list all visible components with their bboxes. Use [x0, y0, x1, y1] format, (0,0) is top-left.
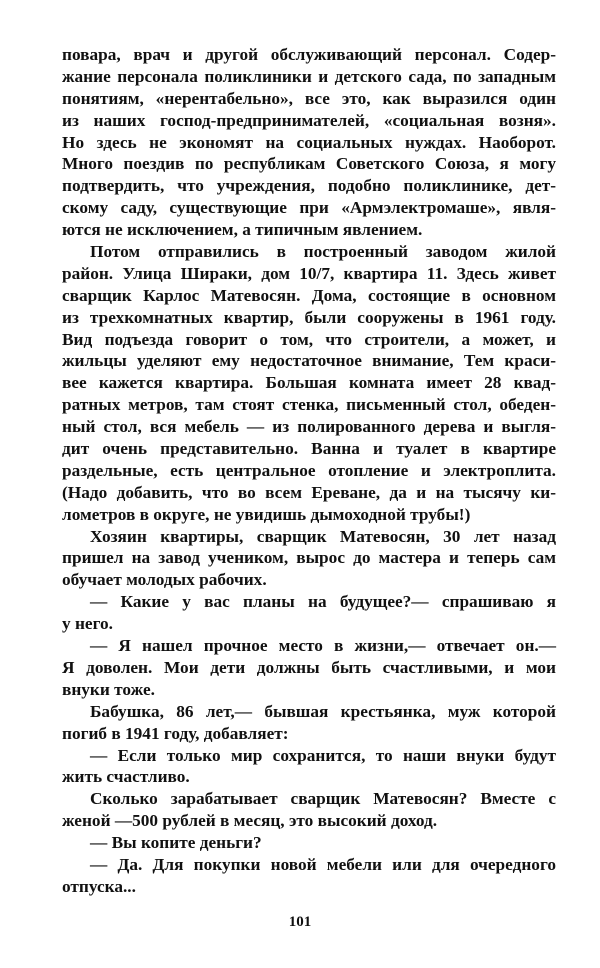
text-line: повара, врач и другой обслуживающий персонал. Содер- [62, 45, 556, 64]
text-line: ются не исключением, а типичным явлением. [62, 220, 423, 240]
text-line: — Если только мир сохранится, то наши внуки будут [90, 745, 556, 765]
text-line: отпуска... [62, 876, 136, 896]
text-line: скому саду, существующие при «Армэлектромаше», явля- [62, 198, 556, 218]
text-line: лометров в округе, не увидишь дымоходной трубы!) [62, 504, 471, 524]
page-body-text [62, 44, 556, 898]
text-line: обучает молодых рабочих. [62, 570, 267, 590]
text-line: (Надо добавить, что во всем Ереване, да и на тысячу ки- [62, 482, 556, 502]
page-number: 101 [288, 914, 312, 930]
text-line: у него. [62, 614, 113, 634]
text-line: — Какие у вас планы на будущее?— спрашиваю я [90, 592, 556, 612]
text-line: Бабушка, 86 лет,— бывшая крестьянка, муж которой [90, 701, 556, 721]
text-line: Но здесь не экономят на социальных нуждах. Наоборот. [62, 132, 556, 152]
text-line: пришел на завод учеником, вырос до мастера и теперь сам [62, 548, 556, 568]
text-line: ратных метров, там стоят стенка, письменный стол, обеден- [62, 395, 556, 415]
text-line: погиб в 1941 году, добавляет: [62, 723, 289, 743]
text-line: Вид подъезда говорит о том, что строители, а может, и [62, 329, 556, 349]
text-line: сварщик Карлос Матевосян. Дома, состоящие в основном [62, 285, 556, 305]
text-line: — Да. Для покупки новой мебели или для очередного [90, 854, 556, 874]
text-line: Много поездив по республикам Советского Союза, я могу [62, 154, 556, 174]
text-line: ный стол, вся мебель — из полированного дерева и выгля- [62, 417, 556, 437]
text-line: жильцы уделяют ему недостаточное внимание, Тем краси- [62, 351, 556, 371]
text-line: Я доволен. Мои дети должны быть счастливыми, и мои [62, 657, 556, 677]
text-line: Сколько зарабатывает сварщик Матевосян? Вместе с [90, 789, 556, 809]
text-line: понятиям, «нерентабельно», все это, как выразился один [62, 88, 556, 108]
text-line: дит очень представительно. Ванна и туалет в квартире [62, 439, 556, 459]
text-line: подтвердить, что учреждения, подобно поликлинике, дет- [62, 176, 556, 196]
text-line: жить счастливо. [62, 767, 190, 787]
text-line: раздельные, есть центральное отопление и электроплита. [62, 460, 556, 480]
text-line: жание персонала поликлиники и детского сада, по западным [62, 66, 556, 86]
text-line: из наших господ-предпринимателей, «социальная возня». [62, 110, 556, 130]
text-line: из трехкомнатных квартир, были сооружены в 1961 году. [62, 307, 556, 327]
text-line: женой —500 рублей в месяц, это высокий доход. [62, 811, 438, 831]
text-line: район. Улица Шираки, дом 10/7, квартира 11. Здесь живет [62, 263, 556, 283]
text-line: — Вы копите деньги? [90, 833, 262, 853]
text-line: вее кажется квартира. Большая комната имеет 28 квад- [62, 373, 556, 393]
text-line: Потом отправились в построенный заводом жилой [90, 242, 556, 262]
text-line: Хозяин квартиры, сварщик Матевосян, 30 лет назад [90, 526, 556, 546]
text-line: внуки тоже. [62, 679, 155, 699]
text-line: — Я нашел прочное место в жизни,— отвечает он.— [90, 636, 556, 656]
